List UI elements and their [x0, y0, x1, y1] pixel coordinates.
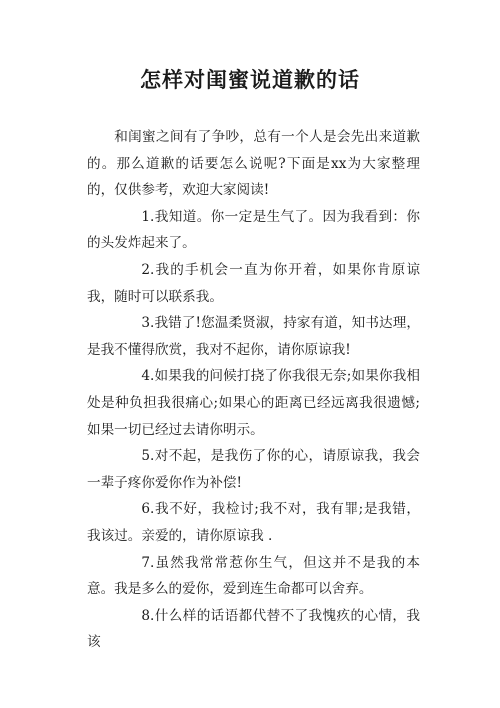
item-number: 7.: [141, 554, 155, 571]
list-item: [87, 603, 420, 656]
intro-paragraph: 和闺蜜之间有了争吵，总有一个人是会先出来道歉的。那么道歉的话要怎么说呢?下面是xx为大家整理的，仅供参考，欢迎大家阅读!: [87, 129, 420, 199]
list-item: [87, 550, 420, 603]
document-body: [87, 124, 420, 656]
item-number: 3.: [141, 315, 155, 332]
document-title: 怎样对闺蜜说道歉的话: [140, 68, 360, 92]
list-item: [87, 310, 420, 363]
item-text: 我错了!您温柔贤淑，持家有道，知书达理，是我不懂得欣赏，我对不起你，请你原谅我!: [87, 315, 420, 358]
item-text: 什么样的话语都代替不了我愧疚的心情，我该: [87, 607, 420, 651]
item-text: 我知道。你一定是生气了。因为我看到：你的头发炸起来了。: [87, 208, 420, 252]
list-item: [87, 496, 420, 549]
item-text: 我的手机会一直为你开着，如果你肯原谅我，随时可以联系我。: [87, 261, 420, 305]
list-item: [87, 363, 420, 443]
item-number: 1.: [141, 208, 155, 225]
item-number: 6.: [141, 501, 155, 518]
list-item: [87, 257, 420, 310]
item-number: 4.: [141, 368, 155, 385]
item-number: 2.: [141, 261, 155, 278]
item-number: 8.: [141, 607, 155, 624]
list-item: [87, 204, 420, 257]
item-text: 我不好，我检讨;我不对，我有罪;是我错，我该过。亲爱的，请你原谅我 .: [87, 501, 420, 544]
item-text: 如果我的问候打挠了你我很无奈;如果你我相处是种负担我很痛心;如果心的距离已经远离我很遗憾;如果一切已经过去请你明示。: [87, 368, 420, 438]
item-text: 虽然我常常惹你生气，但这并不是我的本意。我是多么的爱你，爱到连生命都可以舍弃。: [87, 554, 420, 598]
item-text: 对不起，是我伤了你的心，请原谅我，我会一辈子疼你爱你作为补偿!: [87, 448, 420, 491]
list-item: [87, 443, 420, 496]
item-number: 5.: [141, 448, 155, 465]
